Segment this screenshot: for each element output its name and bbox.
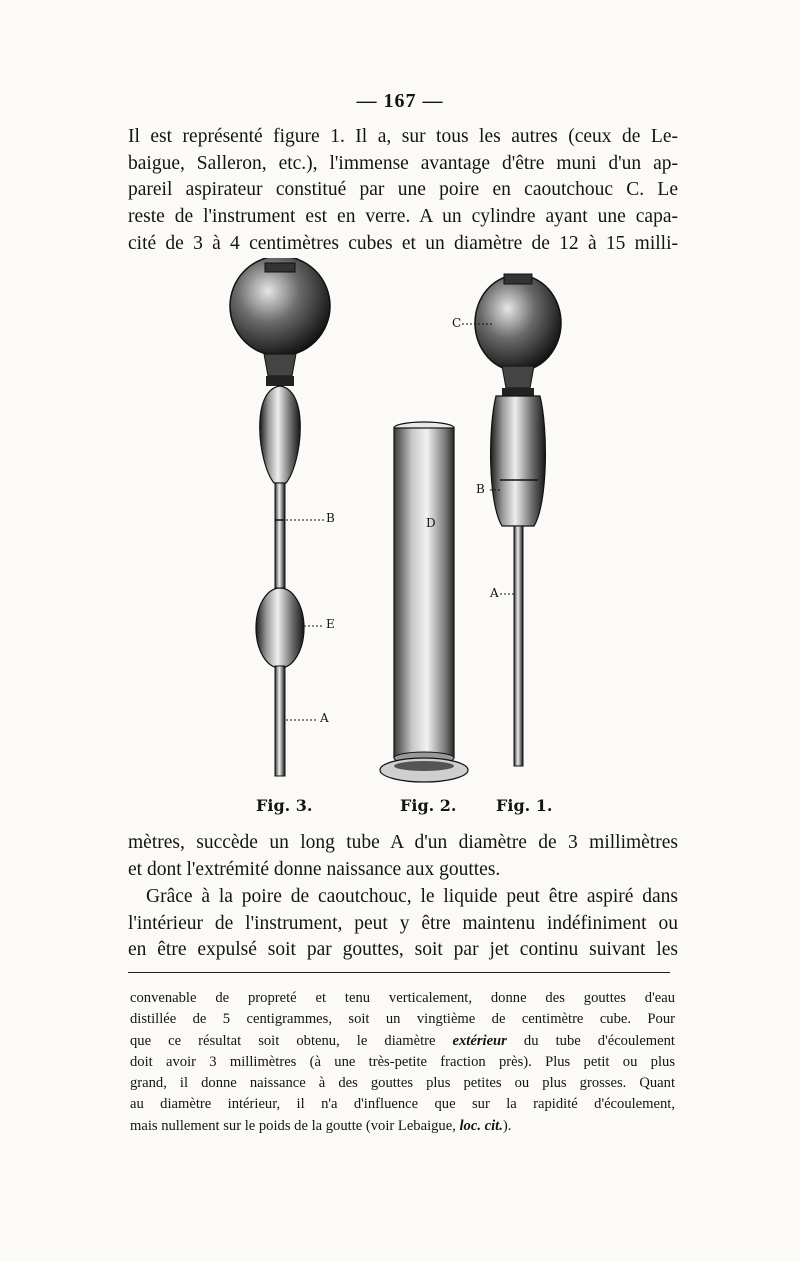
fig1-label-a: A [490,586,499,600]
footnote-italic: extérieur [452,1032,507,1049]
footnote-line: distillée de 5 centigrammes, soit un vingtième de centimètre cube. Pour [130,1011,675,1028]
text-line: baigue, Salleron, etc.), l'immense avantage d'être muni d'un ap- [128,152,678,174]
footnote-line: doit avoir 3 millimètres (à une très-petite fraction près). Plus petit ou plus [130,1053,675,1070]
footnote-italic: loc. cit. [459,1117,503,1134]
fig2-caption: Fig. 2. [400,796,457,815]
text-line: en être expulsé soit par gouttes, soit par jet continu suivant les [128,939,678,961]
footnote-rule [128,972,670,973]
footnote-line: grand, il donne naissance à des gouttes plus petites ou plus grosses. Quant [130,1075,675,1092]
fig3-dropper [230,258,330,776]
text-line: et dont l'extrémité donne naissance aux gouttes. [128,858,501,880]
dropper-illustration [200,258,600,818]
fig1-label-b: B [476,482,485,496]
fig3-label-a: A [320,711,329,725]
text-line: pareil aspirateur constitué par une poire en caoutchouc C. Le [128,179,678,201]
paragraph-intro [128,124,678,258]
footnote-line: convenable de propreté et tenu verticalement, donne des gouttes d'eau [130,990,675,1006]
fig2-cylinder [380,422,468,782]
fig3-caption: Fig. 3. [256,796,313,815]
fig1-label-c: C [452,316,462,330]
fig3-label-b: B [326,511,335,525]
fig1-caption: Fig. 1. [496,796,553,815]
text-line: mètres, succède un long tube A d'un diamètre de 3 millimètres [128,832,678,853]
paragraph-tube [128,830,678,883]
footnote-text: ). [502,1117,512,1134]
footnote-text: mais nullement sur le poids de la goutte (voir Lebaigue, [130,1117,460,1134]
fig2-label-d: D [426,516,436,530]
text-line: Grâce à la poire de caoutchouc, le liquide peut être aspiré dans [146,886,678,907]
paragraph-bulb [128,884,678,964]
text-line: reste de l'instrument est en verre. A un cylindre ayant une capa- [128,206,678,228]
footnote-text: que ce résultat soit obtenu, le diamètre [130,1032,453,1049]
footnote-line: au diamètre intérieur, il n'a d'influence que sur la rapidité d'écoulement, [130,1096,675,1113]
fig1-dropper [475,274,561,766]
footnote [130,988,675,1137]
text-line: l'intérieur de l'instrument, peut y être maintenu indéfiniment ou [128,912,678,934]
footnote-text: du tube d'écoulement [506,1032,675,1049]
dropper-engraving [200,258,600,818]
text-line: Il est représenté figure 1. Il a, sur tous les autres (ceux de Le- [128,126,678,147]
footnote-line [130,1116,675,1137]
footnote-line [130,1031,675,1052]
text-line: cité de 3 à 4 centimètres cubes et un diamètre de 12 à 15 milli- [128,232,678,254]
page-number: — 167 — [356,90,444,112]
fig3-label-e: E [326,617,335,631]
